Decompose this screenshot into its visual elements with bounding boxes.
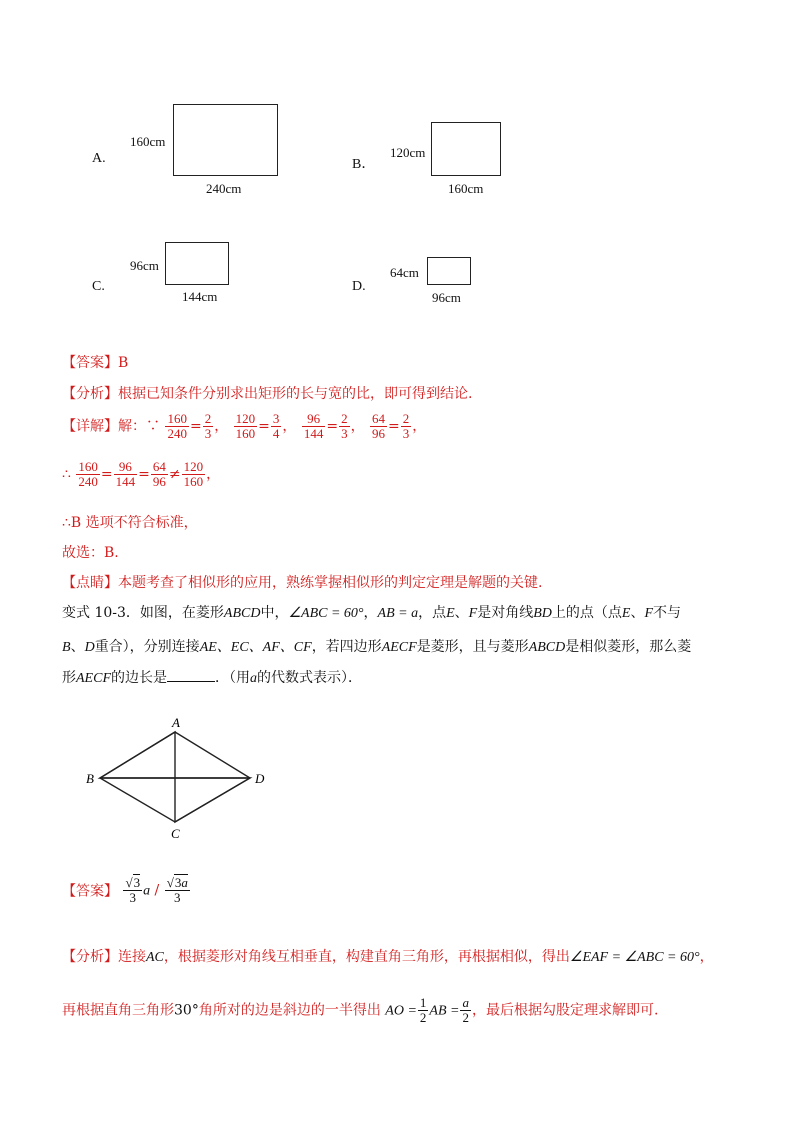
answer-2-var: a — [181, 875, 188, 890]
answer-line-2: 【答案】 $\frac{√3}{3}$ a / $\frac{√3a}{3}$ — [62, 875, 188, 905]
option-c-letter: C. — [92, 279, 105, 294]
detail-line-1: 【详解】解：∵ $\frac{160}{240}$ = $\frac{2}{3}$ ， $\frac{120}{160}$ = $\frac{3}{4}$ ， $\frac{96}{144}$ = $\frac{2}{3}$ ， $\frac{64}{96}$ = $\frac{2}{3}$ ， — [62, 411, 427, 441]
answer-blank — [167, 667, 215, 682]
vertex-b-label: B — [86, 771, 94, 786]
choose-line: 故选：B. — [62, 545, 119, 561]
option-a-height-label: 160cm — [130, 134, 166, 149]
option-a-width-label: 240cm — [206, 181, 242, 196]
rhombus-figure — [80, 712, 280, 852]
vertex-a-label: A — [172, 715, 180, 730]
analysis-line-3: 再根据直角三角形30°角所对的边是斜边的一半得出 AO = $\frac{1}{2}$ AB = $\frac{a}{2}$ ，最后根据勾股定理求解即可. — [62, 995, 659, 1025]
option-c-rectangle — [165, 242, 229, 285]
option-a-rectangle — [173, 104, 278, 176]
option-b-letter: B． — [352, 157, 376, 172]
rhombus-outline — [100, 732, 250, 822]
question-line-3: 形AECF的边长是 ．（用a的代数式表示）． — [62, 667, 362, 687]
analysis-line-2: 【分析】连接AC，根据菱形对角线互相垂直，构建直角三角形，再根据相似，得出∠EAF = ∠ABC = 60°， — [62, 949, 714, 965]
vertex-c-label: C — [171, 826, 180, 841]
answer-line-1: 【答案】B — [62, 355, 129, 371]
question-line-2: B、D重合），分别连接AE、EC、AF、CF，若四边形AECF是菱形，且与菱形ABCD是相似菱形，那么菱 — [62, 639, 692, 655]
option-b-rectangle — [431, 122, 501, 176]
option-d-height-label: 64cm — [390, 265, 419, 280]
question-line-1: 变式 10-3．如图，在菱形ABCD中，∠ABC = 60°，AB = a，点E、F是对角线BD上的点（点E、F不与 — [62, 605, 681, 621]
option-d-letter: D. — [352, 279, 366, 294]
vertex-d-label: D — [255, 771, 265, 786]
option-c-height-label: 96cm — [130, 258, 159, 273]
option-c-width-label: 144cm — [182, 289, 218, 304]
option-b-width-label: 160cm — [448, 181, 484, 196]
option-d-width-label: 96cm — [432, 290, 461, 305]
option-b-height-label: 120cm — [390, 145, 426, 160]
analysis-line-1: 【分析】根据已知条件分别求出矩形的长与宽的比，即可得到结论. — [62, 386, 473, 402]
detail-line-2: ∴ $\frac{160}{240}$ = $\frac{96}{144}$ = $\frac{64}{96}$ ≠ $\frac{120}{160}$ ， — [62, 459, 221, 489]
option-d-rectangle — [427, 257, 471, 285]
option-a-letter: A. — [92, 151, 106, 166]
comment-line: 【点睛】本题考查了相似形的应用，熟练掌握相似形的判定定理是解题的关键. — [62, 575, 543, 591]
conclusion-line: ∴B 选项不符合标准， — [62, 515, 198, 531]
